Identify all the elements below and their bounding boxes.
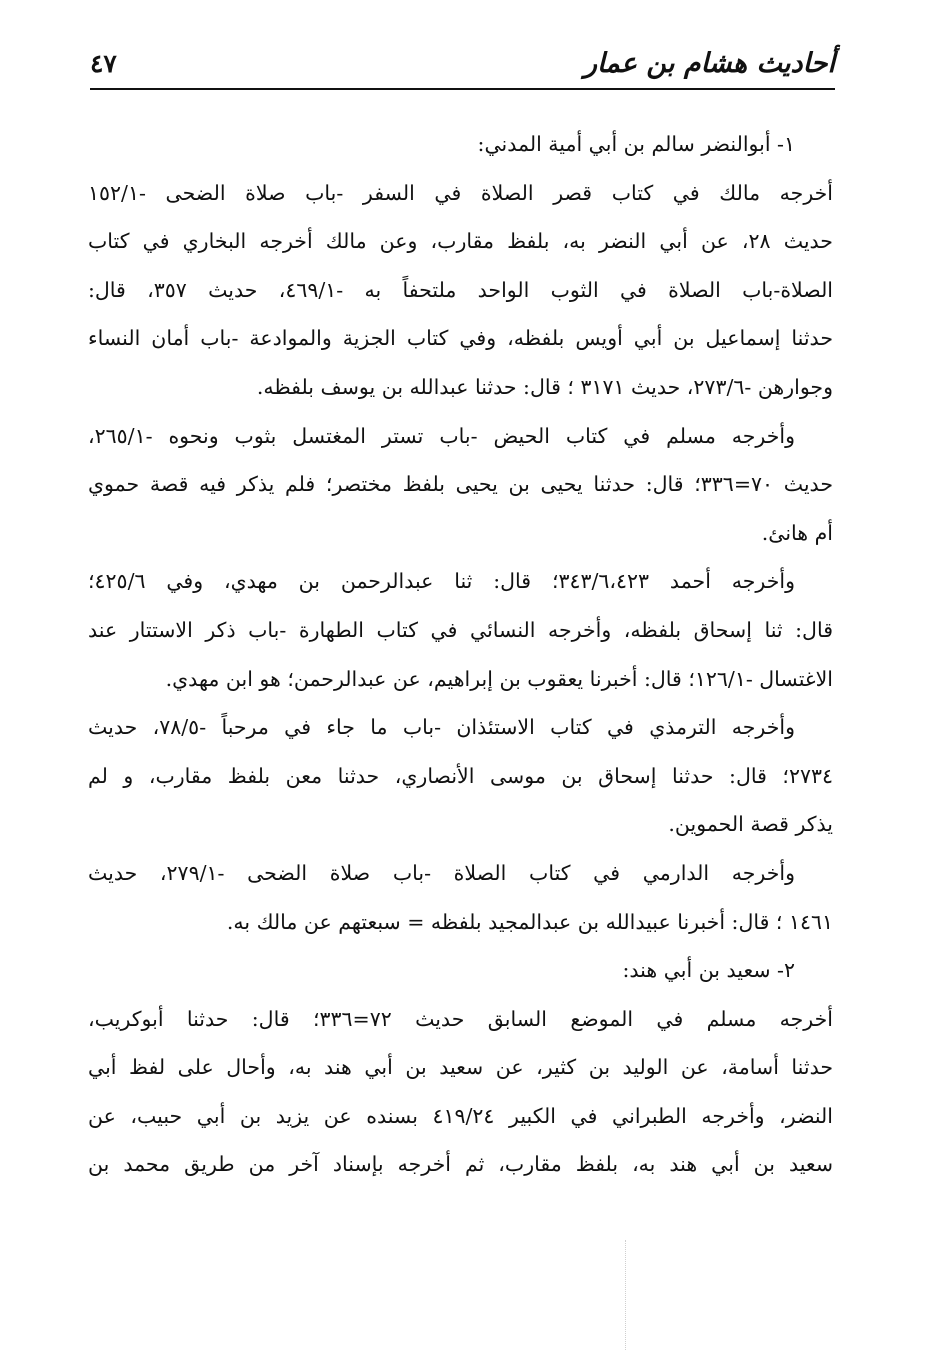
text-line: أخرجه مسلم في الموضع السابق حديث ٧٢=٣٣٦؛ قال: حدثنا أبوكريب، (88, 1006, 833, 1031)
text-line: قال: ثنا إسحاق بلفظه، وأخرجه النسائي في كتاب الطهارة -باب ذكر الاستتار عند (88, 617, 833, 642)
text-line: حديث ٧٠=٣٣٦؛ قال: حدثنا يحيى بن يحيى بلفظ مختصر؛ فلم يذكر فيه قصة حموي (88, 472, 833, 497)
page-fold-mark (625, 1240, 626, 1350)
book-title: أحاديث هشام بن عمار (584, 48, 835, 79)
text-line: الصلاة-باب الصلاة في الثوب الواحد ملتحفاً به -٤٦٩/١، حديث ٣٥٧، قال: (88, 277, 833, 302)
text-line: حديث ٢٨، عن أبي النضر به، بلفظ مقارب، وعن مالك أخرجه البخاري في كتاب (88, 229, 833, 254)
text-line: وجوارهن -٢٧٣/٦، حديث ٣١٧١ ؛ قال: حدثنا عبدالله بن يوسف بلفظه. (256, 374, 833, 399)
text-line: وأخرجه الترمذي في كتاب الاستئذان -باب ما جاء في مرحباً -٧٨/٥، حديث (88, 715, 795, 740)
page-number: ٤٧ (90, 49, 117, 78)
header-rule (90, 88, 835, 90)
text-line: ١- أبوالنضر سالم بن أبي أمية المدني: (477, 132, 795, 156)
page-header (90, 44, 835, 88)
text-line: وأخرجه الدارمي في كتاب الصلاة -باب صلاة الضحى -٢٧٩/١، حديث (88, 860, 795, 885)
text-line: وأخرجه أحمد ٣٤٣/٦،٤٢٣؛ قال: ثنا عبدالرحمن بن مهدي، وفي ٤٢٥/٦؛ (88, 569, 796, 594)
text-line: حدثنا أسامة، عن الوليد بن كثير، عن سعيد بن أبي هند به، وأحال على لفظ أبي (88, 1055, 833, 1080)
text-line: يذكر قصة الحموين. (668, 812, 833, 837)
text-line: ٢٧٣٤؛ قال: حدثنا إسحاق بن موسى الأنصاري، حدثنا معن بلفظ مقارب، و لم (88, 763, 833, 788)
text-line: النضر، وأخرجه الطبراني في الكبير ٤١٩/٢٤ بسنده عن يزيد بن أبي حبيب، عن (88, 1103, 833, 1128)
text-line: أخرجه مالك في كتاب قصر الصلاة في السفر -باب صلاة الضحى -١٥٢/١ (88, 180, 833, 205)
text-line: وأخرجه مسلم في كتاب الحيض -باب تستر المغتسل بثوب ونحوه -٢٦٥/١، (88, 423, 795, 448)
text-line: سعيد بن أبي هند به، بلفظ مقارب، ثم أخرجه بإسناد آخر من طريق محمد بن (88, 1152, 833, 1177)
body-text (88, 120, 833, 1189)
text-line: حدثنا إسماعيل بن أبي أويس بلفظه، وفي كتاب الجزية والموادعة -باب أمان النساء (88, 326, 833, 351)
text-line: ٢- سعيد بن أبي هند: (622, 958, 795, 983)
text-line: الاغتسال -١٢٦/١؛ قال: أخبرنا يعقوب بن إبراهيم، عن عبدالرحمن؛ هو ابن مهدي. (165, 666, 833, 691)
text-line: أم هانئ. (761, 520, 833, 545)
text-line: ١٤٦١ ؛ قال: أخبرنا عبيدالله بن عبدالمجيد بلفظه = سبعتهم عن مالك به. (226, 909, 833, 934)
